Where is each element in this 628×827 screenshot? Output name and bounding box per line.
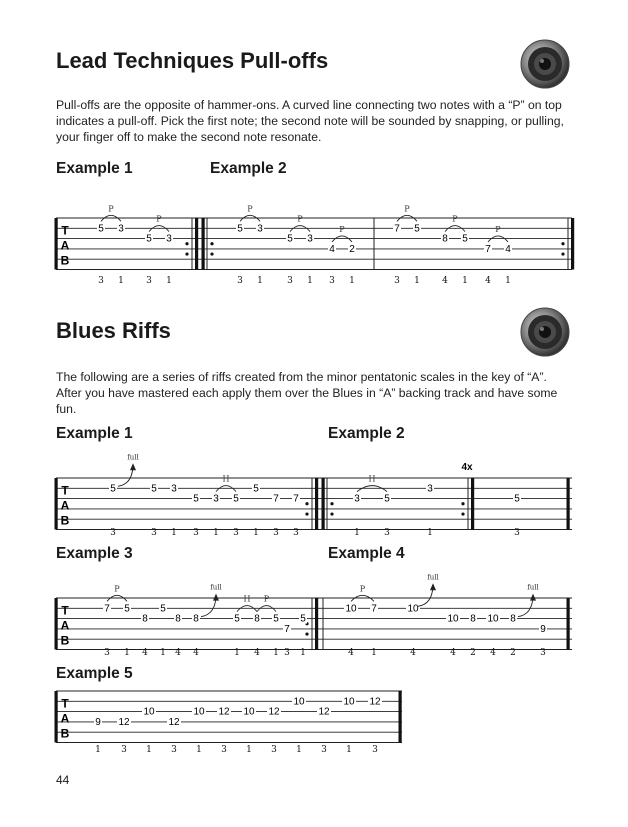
fret-number: 5 — [300, 613, 306, 625]
fret-number: 3 — [354, 493, 360, 505]
repeat-barline-thick — [471, 478, 474, 530]
fingering-number: 3 — [540, 648, 546, 658]
fingering-number: 1 — [196, 745, 202, 755]
bend-arrowhead — [130, 463, 136, 470]
pulloff-mark: P — [263, 594, 270, 604]
fret-number: 5 — [514, 493, 520, 505]
fingering-number: 1 — [371, 648, 377, 658]
fingering-number: 3 — [193, 528, 199, 538]
blues-example-1-label: Example 1 — [56, 425, 133, 442]
fret-number: 7 — [104, 603, 110, 615]
pulloffs-description: Pull-offs are the opposite of hammer-ons. A curved line connecting two notes with a “P” on top indicates a pull-off. Pick the first note; the second note will be sounded by snapping, or pulling, your finger off to make the second note resonate. — [56, 98, 564, 144]
pulloff-mark: P — [404, 204, 410, 214]
repeat-dot — [461, 512, 464, 515]
fret-number: 5 — [233, 493, 239, 505]
blues-example-2-label: Example 2 — [328, 425, 405, 442]
fingering-number: 1 — [414, 276, 420, 286]
tab-clef-letter: T — [61, 483, 69, 498]
fret-number: 7 — [293, 493, 299, 505]
fret-number: 8 — [254, 613, 260, 625]
fingering-number: 1 — [273, 648, 279, 658]
fret-number: 12 — [318, 706, 330, 718]
pulloff-mark: P — [108, 204, 114, 214]
tab-clef-letter: B — [60, 726, 70, 741]
fret-number: 10 — [345, 603, 357, 615]
fret-number: 3 — [118, 223, 124, 235]
blues-example-4-label: Example 4 — [328, 545, 405, 562]
repeat-barline-thick — [315, 598, 318, 650]
pulloff-mark: P — [297, 214, 303, 224]
fingering-number: 4 — [410, 648, 416, 658]
repeat-dot — [305, 512, 308, 515]
barline-thick — [55, 691, 58, 743]
fingering-number: 1 — [253, 528, 259, 538]
fingering-number: 1 — [146, 745, 152, 755]
fingering-number: 1 — [213, 528, 219, 538]
fret-number: 10 — [193, 706, 205, 718]
fingering-number: 3 — [233, 528, 239, 538]
fret-number: 12 — [268, 706, 280, 718]
fret-number: 4 — [505, 244, 511, 256]
fingering-number: 1 — [346, 745, 352, 755]
fingering-number: 1 — [118, 276, 124, 286]
fingering-number: 4 — [348, 648, 354, 658]
fret-number: 10 — [143, 706, 155, 718]
fingering-number: 1 — [462, 276, 468, 286]
fret-number: 4 — [329, 244, 335, 256]
fret-number: 3 — [171, 483, 177, 495]
fingering-number: 3 — [110, 528, 116, 538]
fingering-number: 3 — [514, 528, 520, 538]
fret-number: 5 — [237, 223, 243, 235]
pulloff-mark: P — [359, 584, 366, 594]
hammeron-mark: H — [368, 474, 376, 484]
fret-number: 3 — [307, 233, 313, 245]
fret-number: 10 — [447, 613, 459, 625]
bend-label: full — [527, 583, 539, 592]
bend-label: full — [127, 453, 139, 462]
fingering-number: 3 — [372, 745, 378, 755]
fingering-number: 4 — [193, 648, 199, 658]
barline-thick — [567, 598, 570, 650]
fingering-number: 3 — [146, 276, 152, 286]
fingering-number: 1 — [307, 276, 313, 286]
tab-clef-letter: T — [61, 223, 69, 238]
fret-number: 7 — [394, 223, 400, 235]
fret-number: 12 — [118, 717, 130, 729]
fret-number: 8 — [175, 613, 181, 625]
fret-number: 5 — [462, 233, 468, 245]
hammeron-mark: H — [222, 474, 230, 484]
fingering-number: 3 — [171, 745, 177, 755]
fret-number: 9 — [540, 624, 546, 636]
fingering-number: 1 — [166, 276, 172, 286]
fret-number: 10 — [407, 603, 419, 615]
fingering-number: 4 — [490, 648, 496, 658]
pulloff-mark: P — [247, 204, 253, 214]
barline-thick — [55, 218, 58, 270]
fingering-number: 1 — [354, 528, 360, 538]
pulloff-mark: P — [339, 224, 345, 234]
fingering-number: 3 — [293, 528, 299, 538]
fret-number: 5 — [253, 483, 259, 495]
section-title-pulloffs: Lead Techniques Pull-offs — [56, 48, 329, 73]
fret-number: 10 — [293, 696, 305, 708]
section-title-blues-riffs: Blues Riffs — [56, 318, 171, 343]
fingering-number: 3 — [104, 648, 110, 658]
barline-thick — [567, 478, 570, 530]
fret-number: 8 — [193, 613, 199, 625]
fret-number: 5 — [384, 493, 390, 505]
fret-number: 5 — [414, 223, 420, 235]
barline-thick — [55, 598, 58, 650]
repeat-dot — [461, 502, 464, 505]
repeat-dot — [210, 242, 213, 245]
fingering-number: 3 — [121, 745, 127, 755]
fret-number: 5 — [160, 603, 166, 615]
fingering-number: 3 — [394, 276, 400, 286]
blues-riffs-description: The following are a series of riffs created from the minor pentatonic scales in the key of “A”. After you have mastered each apply them over the Blues in “A” backing track and have some fun. — [56, 370, 558, 416]
fingering-number: 1 — [505, 276, 511, 286]
repeat-dot — [305, 502, 308, 505]
bend-label: full — [427, 573, 439, 582]
tab-clef-letter: T — [61, 696, 69, 711]
repeat-barline-thick — [322, 478, 325, 530]
fret-number: 7 — [485, 244, 491, 256]
fingering-number: 1 — [95, 745, 101, 755]
repeat-dot — [185, 242, 188, 245]
bend-arrowhead — [530, 594, 536, 601]
fret-number: 5 — [124, 603, 130, 615]
fret-number: 9 — [95, 717, 101, 729]
fingering-number: 4 — [142, 648, 148, 658]
fret-number: 12 — [168, 717, 180, 729]
fret-number: 10 — [343, 696, 355, 708]
fingering-number: 1 — [160, 648, 166, 658]
repeat-barline-thick — [202, 218, 205, 270]
repeat-dot — [330, 512, 333, 515]
fret-number: 10 — [487, 613, 499, 625]
bend-arrowhead — [430, 583, 436, 590]
repeat-dot — [210, 252, 213, 255]
fingering-number: 1 — [296, 745, 302, 755]
repeat-barline-thick — [315, 478, 318, 530]
fingering-number: 1 — [427, 528, 433, 538]
fingering-number: 3 — [271, 745, 277, 755]
fret-number: 5 — [287, 233, 293, 245]
fingering-number: 1 — [124, 648, 130, 658]
pulloff-mark: P — [114, 584, 120, 594]
fingering-number: 3 — [273, 528, 279, 538]
bend-arrowhead — [213, 594, 219, 601]
pulloff-mark: P — [156, 214, 162, 224]
fingering-number: 3 — [151, 528, 157, 538]
tab-clef-letter: B — [60, 633, 70, 648]
fingering-number: 2 — [510, 648, 516, 658]
fingering-number: 4 — [442, 276, 448, 286]
fret-number: 5 — [110, 483, 116, 495]
blues-example-3-label: Example 3 — [56, 545, 133, 562]
fingering-number: 3 — [287, 276, 293, 286]
fret-number: 7 — [371, 603, 377, 615]
fingering-number: 3 — [98, 276, 104, 286]
tab-clef-letter: T — [61, 603, 69, 618]
fret-number: 3 — [257, 223, 263, 235]
tab-clef-letter: B — [60, 513, 70, 528]
tab-clef-letter: A — [60, 618, 70, 633]
fret-number: 3 — [427, 483, 433, 495]
fingering-number: 3 — [384, 528, 390, 538]
fingering-number: 3 — [321, 745, 327, 755]
fret-number: 5 — [98, 223, 104, 235]
fingering-number: 2 — [470, 648, 476, 658]
repeat-dot — [330, 502, 333, 505]
repeat-barline-thick — [571, 218, 574, 270]
barline-thick — [55, 478, 58, 530]
fingering-number: 1 — [246, 745, 252, 755]
fret-number: 8 — [142, 613, 148, 625]
repeat-barline-thick — [195, 218, 198, 270]
fingering-number: 4 — [254, 648, 260, 658]
fret-number: 8 — [470, 613, 476, 625]
fingering-number: 1 — [349, 276, 355, 286]
repeat-dot — [305, 632, 308, 635]
barline-thick — [399, 691, 402, 743]
fret-number: 12 — [218, 706, 230, 718]
fret-number: 5 — [151, 483, 157, 495]
hammeron-mark: H — [243, 594, 251, 604]
repeat-dot — [185, 252, 188, 255]
fingering-number: 4 — [485, 276, 491, 286]
fret-number: 3 — [213, 493, 219, 505]
fingering-number: 3 — [284, 648, 290, 658]
fret-number: 5 — [193, 493, 199, 505]
bend-label: full — [210, 583, 222, 592]
page-number: 44 — [56, 773, 70, 787]
fret-number: 8 — [510, 613, 516, 625]
fret-number: 5 — [273, 613, 279, 625]
repeat-count: 4x — [461, 462, 473, 473]
fingering-number: 4 — [175, 648, 181, 658]
fingering-number: 3 — [221, 745, 227, 755]
repeat-dot — [561, 242, 564, 245]
fingering-number: 3 — [329, 276, 335, 286]
fret-number: 12 — [369, 696, 381, 708]
fingering-number: 4 — [450, 648, 456, 658]
tab-clef-letter: A — [60, 711, 70, 726]
pulloffs-example-1-label: Example 1 — [56, 160, 133, 177]
fret-number: 7 — [284, 624, 290, 636]
fret-number: 5 — [234, 613, 240, 625]
fret-number: 8 — [442, 233, 448, 245]
fret-number: 10 — [243, 706, 255, 718]
fingering-number: 1 — [257, 276, 263, 286]
fret-number: 5 — [146, 233, 152, 245]
fret-number: 2 — [349, 244, 355, 256]
fret-number: 3 — [166, 233, 172, 245]
fingering-number: 1 — [300, 648, 306, 658]
tab-clef-letter: A — [60, 498, 70, 513]
tab-clef-letter: A — [60, 238, 70, 253]
pulloff-mark: P — [495, 224, 501, 234]
tab-clef-letter: B — [60, 253, 70, 268]
pulloff-mark: P — [452, 214, 458, 224]
repeat-dot — [561, 252, 564, 255]
fingering-number: 3 — [237, 276, 243, 286]
fingering-number: 1 — [234, 648, 240, 658]
fret-number: 7 — [273, 493, 279, 505]
blues-example-5-label: Example 5 — [56, 665, 133, 682]
fingering-number: 1 — [171, 528, 177, 538]
pulloffs-example-2-label: Example 2 — [210, 160, 287, 177]
